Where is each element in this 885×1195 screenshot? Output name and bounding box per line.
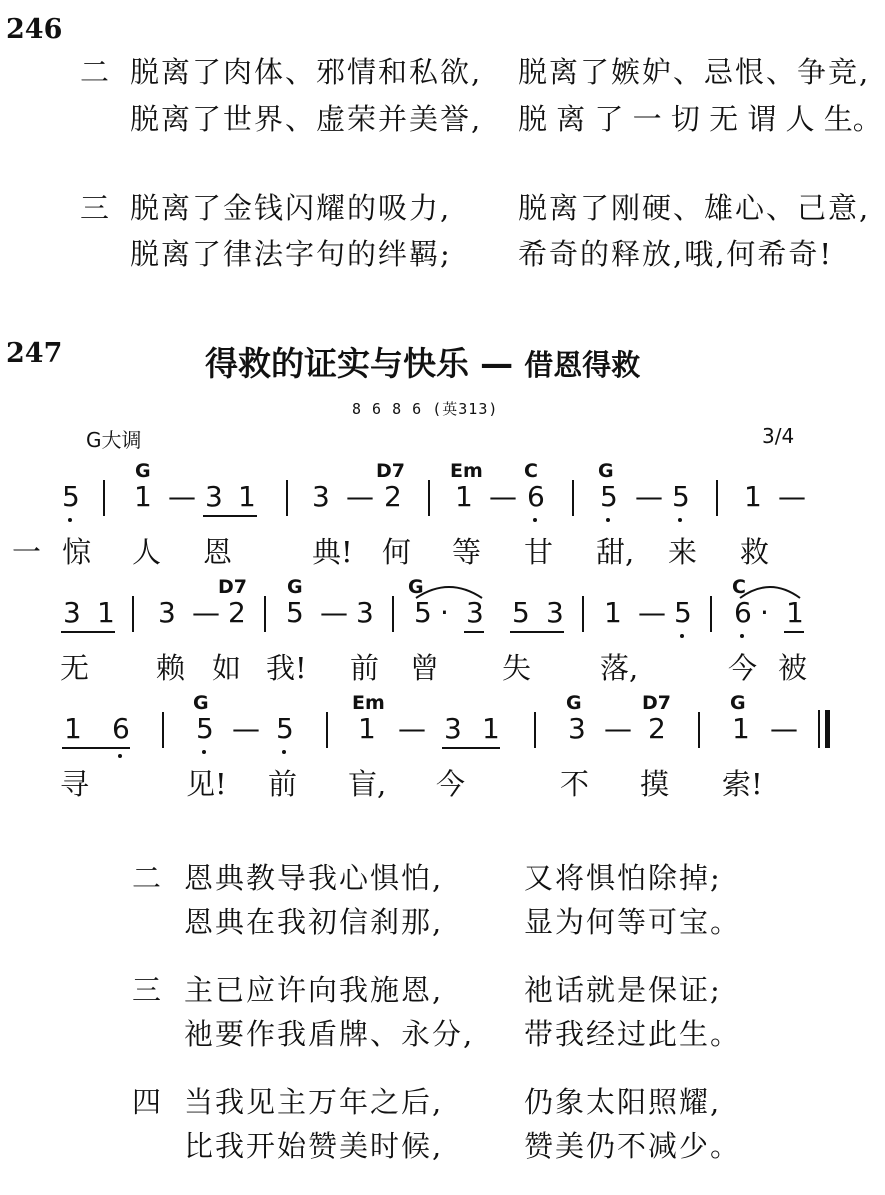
- hymn-title: 得救的证实与快乐: [205, 344, 469, 383]
- note: 3: [444, 712, 462, 745]
- verse-line: 显为何等可宝。: [524, 905, 742, 939]
- low-octave-dot: [202, 750, 206, 754]
- low-octave-dot: [740, 634, 744, 638]
- bar-line: [716, 480, 718, 516]
- verse-line: 脱 离 了 一 切 无 谓 人 生。: [518, 102, 882, 136]
- note: 3: [205, 480, 223, 513]
- lyric: 甜,: [596, 535, 635, 569]
- verse-line: 希奇的释放,哦,何希奇!: [518, 237, 834, 271]
- verse-marker: 三: [80, 191, 112, 225]
- verse-line: 比我开始赞美时候,: [184, 1129, 444, 1163]
- eighth-beam: [510, 631, 564, 633]
- dotted-rhythm-dot: ·: [760, 596, 769, 629]
- hymn-title-block: [205, 338, 640, 385]
- lyric: 索!: [722, 767, 763, 801]
- verse-line: 带我经过此生。: [524, 1017, 742, 1051]
- note: 5: [674, 596, 692, 629]
- note: 3: [158, 596, 176, 629]
- lyric: 被: [778, 651, 808, 685]
- verse-line: 脱离了肉体、邪情和私欲,: [130, 55, 483, 89]
- note: 6: [734, 596, 752, 629]
- verse-line: 脱离了嫉妒、忌恨、争竞,: [518, 55, 871, 89]
- bar-line: [582, 596, 584, 632]
- low-octave-dot: [606, 518, 610, 522]
- bar-line: [326, 712, 328, 748]
- bar-line: [264, 596, 266, 632]
- sustain-dash: —: [346, 480, 374, 513]
- bar-line: [392, 596, 394, 632]
- eighth-beam: [464, 631, 484, 633]
- chord-symbol: C: [732, 576, 746, 598]
- key-signature: G大调: [86, 428, 142, 452]
- time-signature: 3/4: [762, 424, 795, 448]
- lyric: 无: [60, 651, 90, 685]
- chord-symbol: G: [287, 576, 303, 598]
- note: 3: [546, 596, 564, 629]
- sustain-dash: —: [489, 480, 517, 513]
- chord-symbol: G: [193, 692, 209, 714]
- note: 5: [512, 596, 530, 629]
- hymn-subtitle: 借恩得救: [524, 348, 641, 382]
- sustain-dash: —: [635, 480, 663, 513]
- bar-line: [534, 712, 536, 748]
- lyric: 前: [350, 651, 380, 685]
- chord-symbol: G: [598, 460, 614, 482]
- lyric: 来: [668, 535, 698, 569]
- note: 3: [568, 712, 586, 745]
- chord-symbol: G: [566, 692, 582, 714]
- verse-marker: 四: [132, 1085, 164, 1119]
- chord-symbol: Em: [450, 460, 483, 482]
- verse-marker: 二: [132, 861, 164, 895]
- note: 6: [112, 712, 130, 745]
- note: 5: [196, 712, 214, 745]
- chord-symbol: C: [524, 460, 538, 482]
- note: 5: [414, 596, 432, 629]
- lyric: 典!: [312, 535, 353, 569]
- lyric: 救: [740, 535, 770, 569]
- bar-line: [132, 596, 134, 632]
- verse-line: 祂话就是保证;: [524, 973, 722, 1007]
- chord-symbol: Em: [352, 692, 385, 714]
- sustain-dash: —: [320, 596, 348, 629]
- lyric: 曾: [410, 651, 440, 685]
- lyric: 盲,: [348, 767, 387, 801]
- note: 1: [455, 480, 473, 513]
- low-octave-dot: [68, 518, 72, 522]
- final-barline-thin: [818, 710, 820, 748]
- bar-line: [162, 712, 164, 748]
- note: 1: [604, 596, 622, 629]
- chord-symbol: D7: [642, 692, 671, 714]
- sustain-dash: —: [770, 712, 798, 745]
- low-octave-dot: [282, 750, 286, 754]
- note: 1: [482, 712, 500, 745]
- note: 1: [786, 596, 804, 629]
- verse-line: 恩典在我初信刹那,: [184, 905, 444, 939]
- low-octave-dot: [680, 634, 684, 638]
- chord-symbol: D7: [376, 460, 405, 482]
- lyric: 不: [560, 767, 590, 801]
- bar-line: [710, 596, 712, 632]
- sustain-dash: —: [604, 712, 632, 745]
- lyric: 寻: [60, 767, 90, 801]
- low-octave-dot: [118, 754, 122, 758]
- verse-line: 恩典教导我心惧怕,: [184, 861, 444, 895]
- chord-symbol: G: [408, 576, 424, 598]
- verse-line: 祂要作我盾牌、永分,: [184, 1017, 475, 1051]
- lyric: 如: [212, 651, 242, 685]
- hymn-number-246: 246: [6, 14, 63, 45]
- sustain-dash: —: [168, 480, 196, 513]
- lyric: 今: [436, 767, 466, 801]
- eighth-beam: [784, 631, 804, 633]
- eighth-beam: [62, 747, 130, 749]
- hymn-meter: 8 6 8 6 (英313): [352, 400, 499, 418]
- chord-symbol: G: [135, 460, 151, 482]
- dotted-rhythm-dot: ·: [440, 596, 449, 629]
- verse-line: 脱离了世界、虚荣并美誉,: [130, 102, 483, 136]
- lyric: 甘: [524, 535, 554, 569]
- note: 3: [356, 596, 374, 629]
- verse-line: 脱离了律法字句的绊羁;: [130, 237, 452, 271]
- verse-line: 主已应许向我施恩,: [184, 973, 444, 1007]
- lyric: 何: [382, 535, 412, 569]
- eighth-beam: [203, 515, 257, 517]
- lyric: 今: [728, 651, 758, 685]
- title-dash: —: [480, 344, 514, 383]
- verse-line: 脱离了金钱闪耀的吸力,: [130, 191, 452, 225]
- note: 1: [64, 712, 82, 745]
- low-octave-dot: [533, 518, 537, 522]
- hymn-number-247: 247: [6, 338, 63, 369]
- chord-symbol: D7: [218, 576, 247, 598]
- lyric: 赖: [156, 651, 186, 685]
- note: 6: [527, 480, 545, 513]
- lyric: 惊: [62, 535, 92, 569]
- lyric: 见!: [186, 767, 227, 801]
- note: 1: [732, 712, 750, 745]
- verse-line: 赞美仍不减少。: [524, 1129, 742, 1163]
- note: 1: [238, 480, 256, 513]
- note: 5: [286, 596, 304, 629]
- verse-line: 当我见主万年之后,: [184, 1085, 444, 1119]
- note: 5: [672, 480, 690, 513]
- lyric: 人: [132, 535, 162, 569]
- final-barline-thick: [825, 710, 830, 748]
- verse-line: 又将惧怕除掉;: [524, 861, 722, 895]
- lyric: 前: [268, 767, 298, 801]
- note: 1: [358, 712, 376, 745]
- note: 3: [63, 596, 81, 629]
- bar-line: [698, 712, 700, 748]
- note: 5: [600, 480, 618, 513]
- sustain-dash: —: [232, 712, 260, 745]
- bar-line: [103, 480, 105, 516]
- note: 1: [134, 480, 152, 513]
- note: 2: [228, 596, 246, 629]
- sustain-dash: —: [398, 712, 426, 745]
- note: 2: [384, 480, 402, 513]
- sustain-dash: —: [778, 480, 806, 513]
- lyric: 等: [452, 535, 482, 569]
- note: 2: [648, 712, 666, 745]
- sustain-dash: —: [192, 596, 220, 629]
- note: 5: [276, 712, 294, 745]
- verse-marker: 二: [80, 55, 112, 89]
- lyric: 摸: [640, 767, 670, 801]
- note: 3: [312, 480, 330, 513]
- lyric: 一: [12, 535, 42, 569]
- note: 3: [466, 596, 484, 629]
- chord-symbol: G: [730, 692, 746, 714]
- note: 5: [62, 480, 80, 513]
- eighth-beam: [61, 631, 115, 633]
- note: 1: [744, 480, 762, 513]
- note: 1: [97, 596, 115, 629]
- verse-marker: 三: [132, 973, 164, 1007]
- eighth-beam: [442, 747, 500, 749]
- lyric: 恩: [203, 535, 233, 569]
- bar-line: [572, 480, 574, 516]
- lyric: 落,: [600, 651, 639, 685]
- verse-line: 脱离了刚硬、雄心、己意,: [518, 191, 871, 225]
- verse-line: 仍象太阳照耀,: [524, 1085, 722, 1119]
- sustain-dash: —: [638, 596, 666, 629]
- low-octave-dot: [678, 518, 682, 522]
- bar-line: [428, 480, 430, 516]
- bar-line: [286, 480, 288, 516]
- lyric: 我!: [266, 651, 307, 685]
- lyric: 失: [502, 651, 532, 685]
